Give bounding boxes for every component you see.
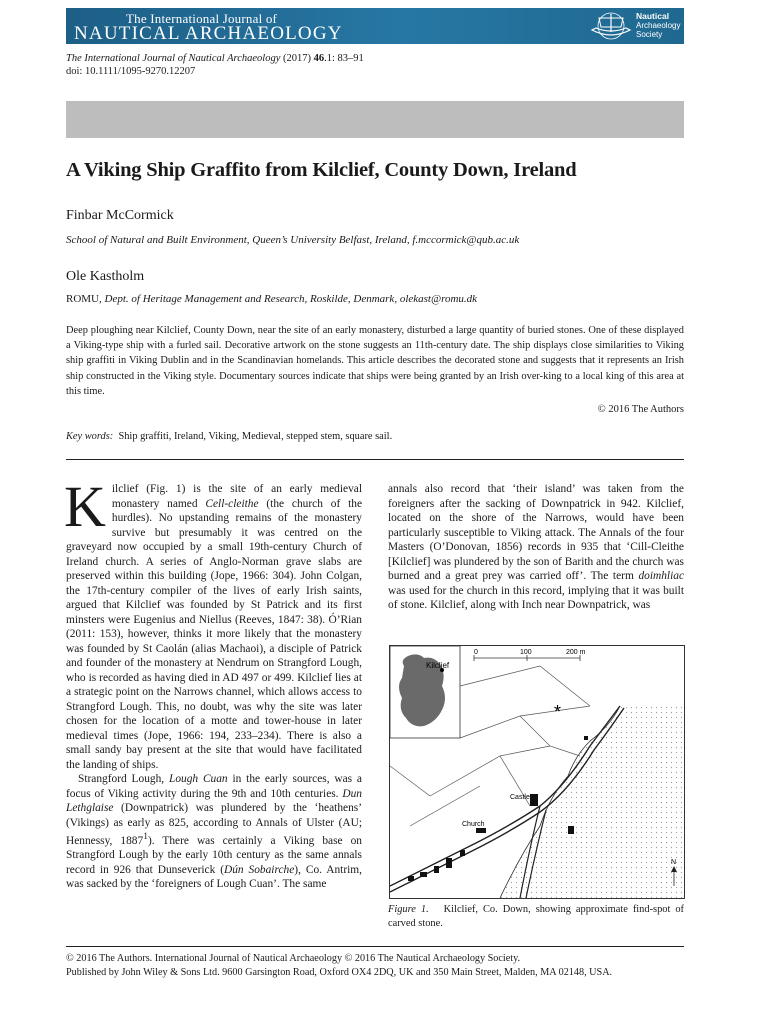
author-name: Finbar McCormick	[66, 208, 174, 223]
building	[434, 866, 439, 873]
figure-map	[389, 645, 685, 899]
text-run: ilclief (Fig. 1) is the site of an early medieval monastery named	[111, 483, 362, 510]
society-name-line3: Society	[636, 30, 663, 39]
text-run: Lough Cuan	[168, 773, 228, 785]
keywords-label: Key words:	[66, 431, 114, 442]
affiliation-dept: , Dept. of Heritage Management and Research, Roskilde, Denmark, olekast@romu.dk	[99, 293, 478, 305]
inset-label: Kilclief	[426, 661, 450, 670]
body-column-left	[64, 474, 363, 892]
citation-pages: .1: 83–91	[324, 53, 364, 64]
text-run: ). There was certainly a Viking base on Strangford Lough by the early 10th century as the same annals record in 926 that Dunseverick (	[66, 834, 362, 876]
text-run: Dún Sobairche	[224, 863, 295, 876]
citation	[66, 52, 364, 78]
journal-name-line2: NAUTICAL ARCHAEOLOGY	[74, 23, 343, 44]
north-label: N	[671, 859, 677, 866]
abstract: Deep ploughing near Kilclief, County Down, near the site of an early monastery, disturbed a large quantity of buried stones. One of these displayed a Viking-type ship with a furled sail. Decorative artwork on the stone suggests an 11th-century date. The ship displays close similarities to Viking ship graffiti in Viking Dublin and in the Scandinavian homelands. This article describes the decorated stone and suggests that it represents an Irish ship constructed in the Viking style. Documentary sources indicate that ships were being granted by an Irish over-king to a local king of this area at this time.	[66, 325, 684, 397]
figure-label: Figure 1.	[388, 904, 429, 915]
society-logo	[588, 10, 681, 42]
text-run: (the church of the hurdles). No upstanding remains of the monastery survive but presumably it was centred on the graveyard now occupied by a small 19th-century Church of Ireland church. A series of Anglo-Norman grave slabs are preserved within this building (Jope, 1966: 304). John Colgan, the 17th-century compiler of the lives of early Irish saints, argued that Kilclief was founded by St Patrick and its first minsters were Eugenius and Niellus (Reeves, 1847: 38). Ó’Rian (2011: 153), however, thinks it more likely that the monastery was founded by St Caolán (alias Machaoi), a disciple of Patrick and founder of the monastery at Nendrum on Strangford Lough, who is recorded as having died in AD 497 or 499. Kilclief lies at a strategic point on the Narrows channel, which allows access to Strangford Lough. This, no doubt, was why the site was later chosen for the location of a motte and tower-house in later medieval times (Jope, 1966: 194, 233–234). There is also a small sandy bay present at the site that would have facilitated the landing of ships.	[66, 497, 362, 771]
citation-doi: doi: 10.1111/1095-9270.12207	[66, 66, 196, 77]
church-building	[476, 828, 486, 833]
figure-caption	[388, 903, 684, 930]
journal-name-line1: The International Journal of	[126, 11, 278, 26]
church-label: Church	[462, 821, 485, 828]
text-run: ), Co. Antrim, was sacked by the ‘foreigners of Lough Cuan’. The same	[66, 863, 363, 891]
keywords-text: Ship graffiti, Ireland, Viking, Medieval, stepped stem, square sail.	[118, 431, 393, 442]
drop-cap: K	[64, 474, 106, 539]
text-run: doimhliac	[638, 570, 684, 582]
figure-caption-text: Kilclief, Co. Down, showing approximate find-spot of carved stone.	[388, 904, 684, 929]
author-affiliation	[66, 293, 477, 305]
site-map	[390, 646, 684, 898]
building	[568, 826, 574, 834]
scale-label: 200 m	[566, 649, 586, 656]
affiliation-org: ROMU	[66, 293, 100, 305]
text-run: annals also record that ‘their island’ was taken from the foreigners after the sacking of Downpatrick in 942. Kilclief, located on the shore of the Narrows, would have been particularly susceptible to Viking attack. The Annals of the four Masters (O’Donovan, 1856) records in 935 that ‘Cill-Cleithe [Kilclief] was plundered by the son of Barith and the church was burned and a great prey was carried off’. The term	[388, 483, 684, 582]
footer-publisher: Published by John Wiley & Sons Ltd. 9600 Garsington Road, Oxford OX4 2DQ, UK and 350 Main Street, Malden, MA 02148, USA.	[66, 966, 613, 978]
author-affiliation: School of Natural and Built Environment, Queen’s University Belfast, Ireland, f.mccormick@qub.ac.uk	[66, 234, 520, 246]
citation-year: (2017)	[282, 53, 311, 64]
text-run: Dun Lethglaise	[66, 787, 362, 814]
author-name: Ole Kastholm	[66, 269, 145, 284]
divider	[66, 459, 684, 460]
text-run: (Downpatrick) was plundered by the ‘heathens’ (Vikings) as early as 825, according to Annals of Ulster (AU; Hennessy, 1887	[66, 802, 362, 847]
citation-volume: 46	[313, 53, 325, 64]
building	[446, 858, 452, 868]
building	[408, 876, 414, 881]
society-name-line1: Nautical	[636, 11, 670, 21]
text-run: in the early sources, was a focus of Viking activity during the 9th and 10th centuries.	[66, 773, 362, 800]
keywords	[66, 431, 392, 442]
article-title: A Viking Ship Graffito from Kilclief, County Down, Ireland	[66, 159, 577, 181]
paragraph	[64, 474, 362, 772]
text-run: was used for the church in this record, implying that it was built of stone. Kilclief, along with Inch near Downpatrick, was	[388, 584, 684, 611]
building	[584, 736, 588, 740]
scale-label: 100	[520, 649, 532, 656]
journal-banner	[66, 8, 684, 44]
castle-building	[530, 794, 538, 806]
find-spot-marker-icon: *	[554, 702, 562, 722]
header-grey-bar	[66, 101, 684, 138]
building	[420, 872, 427, 877]
society-name	[636, 12, 680, 39]
paragraph	[388, 482, 684, 613]
building	[460, 850, 465, 856]
text-run: Cell-cleithe	[205, 497, 259, 510]
citation-journal: The International Journal of Nautical Archaeology	[66, 53, 281, 64]
castle-label: Castle	[510, 794, 530, 801]
scale-label: 0	[474, 649, 478, 656]
paragraph	[66, 772, 362, 892]
abstract-copyright: © 2016 The Authors	[597, 404, 684, 415]
footer-divider	[66, 946, 684, 947]
text-run: Strangford Lough,	[78, 773, 169, 785]
body-column-right	[388, 482, 684, 613]
society-name-line2: Archaeology	[636, 21, 681, 30]
footer-copyright: © 2016 The Authors. International Journal of Nautical Archaeology © 2016 The Nautical Archaeology Society.	[66, 953, 521, 964]
ship-logo-icon	[588, 10, 634, 42]
footer	[66, 952, 612, 979]
footnote-marker[interactable]: 1	[143, 832, 148, 842]
